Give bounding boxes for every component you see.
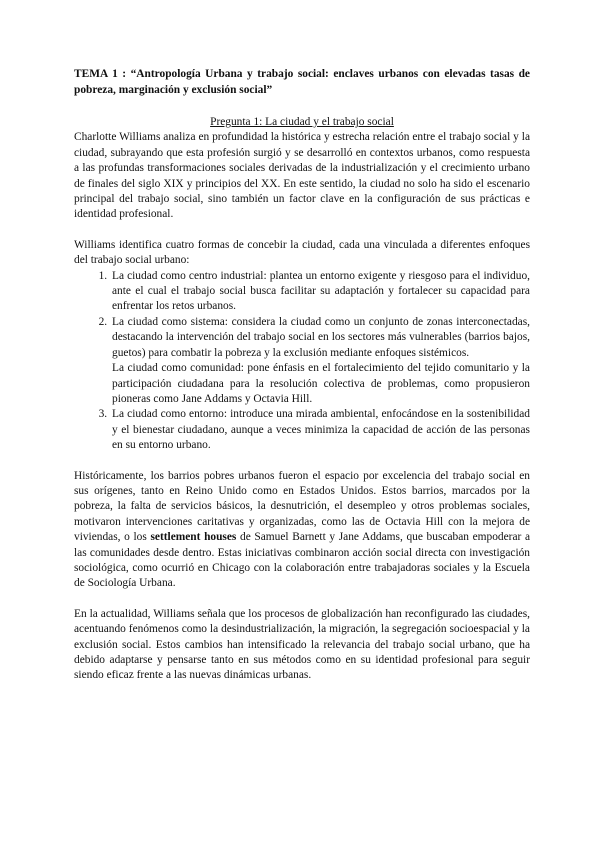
city-concepts-list <box>74 269 530 454</box>
intro-paragraph: Charlotte Williams analiza en profundidad la histórica y estrecha relación entre el trabajo social y la ciudad, subrayando que esta profesión surgió y se desarrolló en contextos urbanos, como respuesta a las profundas transformaciones sociales derivadas de la industrialización y el crecimiento urbano de finales del siglo XIX y principios del XX. En este sentido, la ciudad no solo ha sido el escenario principal del trabajo social, sino también un factor clave en la configuración de sus prácticas e identidad profesional. <box>74 131 530 221</box>
history-text-before: Históricamente, los barrios pobres urbanos fueron el espacio por excelencia del trabajo social en sus orígenes, tanto en Reino Unido como en Estados Unidos. Estos barrios, marcados por la pobreza, la falta de servicios básicos, la desnutrición, el desempleo y otros problemas sociales, motivaron intervenciones caritativas y organizadas, como las de Octavia Hill con la mejora de viviendas, o los <box>74 469 530 544</box>
list-item <box>110 269 530 315</box>
list-item-text: La ciudad como sistema: considera la ciudad como un conjunto de zonas interconectadas, destacando la intervención del trabajo social en los sectores más vulnerables (barrios bajos, guetos) para combatir la pobreza y la exclusión mediante enfoques sistémicos. <box>112 315 530 359</box>
list-item-text: La ciudad como entorno: introduce una mirada ambiental, enfocándose en la sostenibilidad y el bienestar ciudadano, aunque a veces minimiza la capacidad de acción de las personas en su entorno urbano. <box>112 408 530 452</box>
question-heading: Pregunta 1: La ciudad y el trabajo social <box>210 116 394 128</box>
history-text-after: de Samuel Barnett y Jane Addams, que buscaban empoderar a las comunidades desde dentro. Estas iniciativas combinaron acción social directa con investigación sociológica, como ocurrió en Chicago con la colaboración entre trabajadoras sociales y la Escuela de Sociología Urbana. <box>74 531 530 590</box>
current-paragraph: En la actualidad, Williams señala que los procesos de globalización han reconfigurado las ciudades, acentuando fenómenos como la desindustrialización, la migración, la segregación socioespacial y la exclusión social. Estos cambios han intensificado la relevancia del trabajo social urbano, que ha debido adaptarse y pensarse tanto en sus métodos como en su identidad profesional para seguir siendo eficaz frente a las nuevas dinámicas urbanas. <box>74 607 530 682</box>
history-bold-term: settlement houses <box>150 531 237 544</box>
list-item-extra: La ciudad como comunidad: pone énfasis en el fortalecimiento del tejido comunitario y la participación ciudadana para la resolución colectiva de problemas, como propusieron pioneras como Jane Addams y Octavia Hill. <box>112 362 530 405</box>
list-item <box>110 407 530 453</box>
history-paragraph <box>74 469 530 592</box>
list-intro: Williams identifica cuatro formas de concebir la ciudad, cada una vinculada a diferentes enfoques del trabajo social urbano: <box>74 238 530 267</box>
list-item-text: La ciudad como centro industrial: plantea un entorno exigente y riesgoso para el individuo, ante el cual el trabajo social busca facilitar su adaptación y fortalecer su capacidad para enfrentar los retos urbanos. <box>112 269 530 313</box>
document-title: TEMA 1 : “Antropología Urbana y trabajo social: enclaves urbanos con elevadas tasas de pobreza, marginación y exclusión social” <box>74 68 530 96</box>
list-item <box>110 315 530 407</box>
